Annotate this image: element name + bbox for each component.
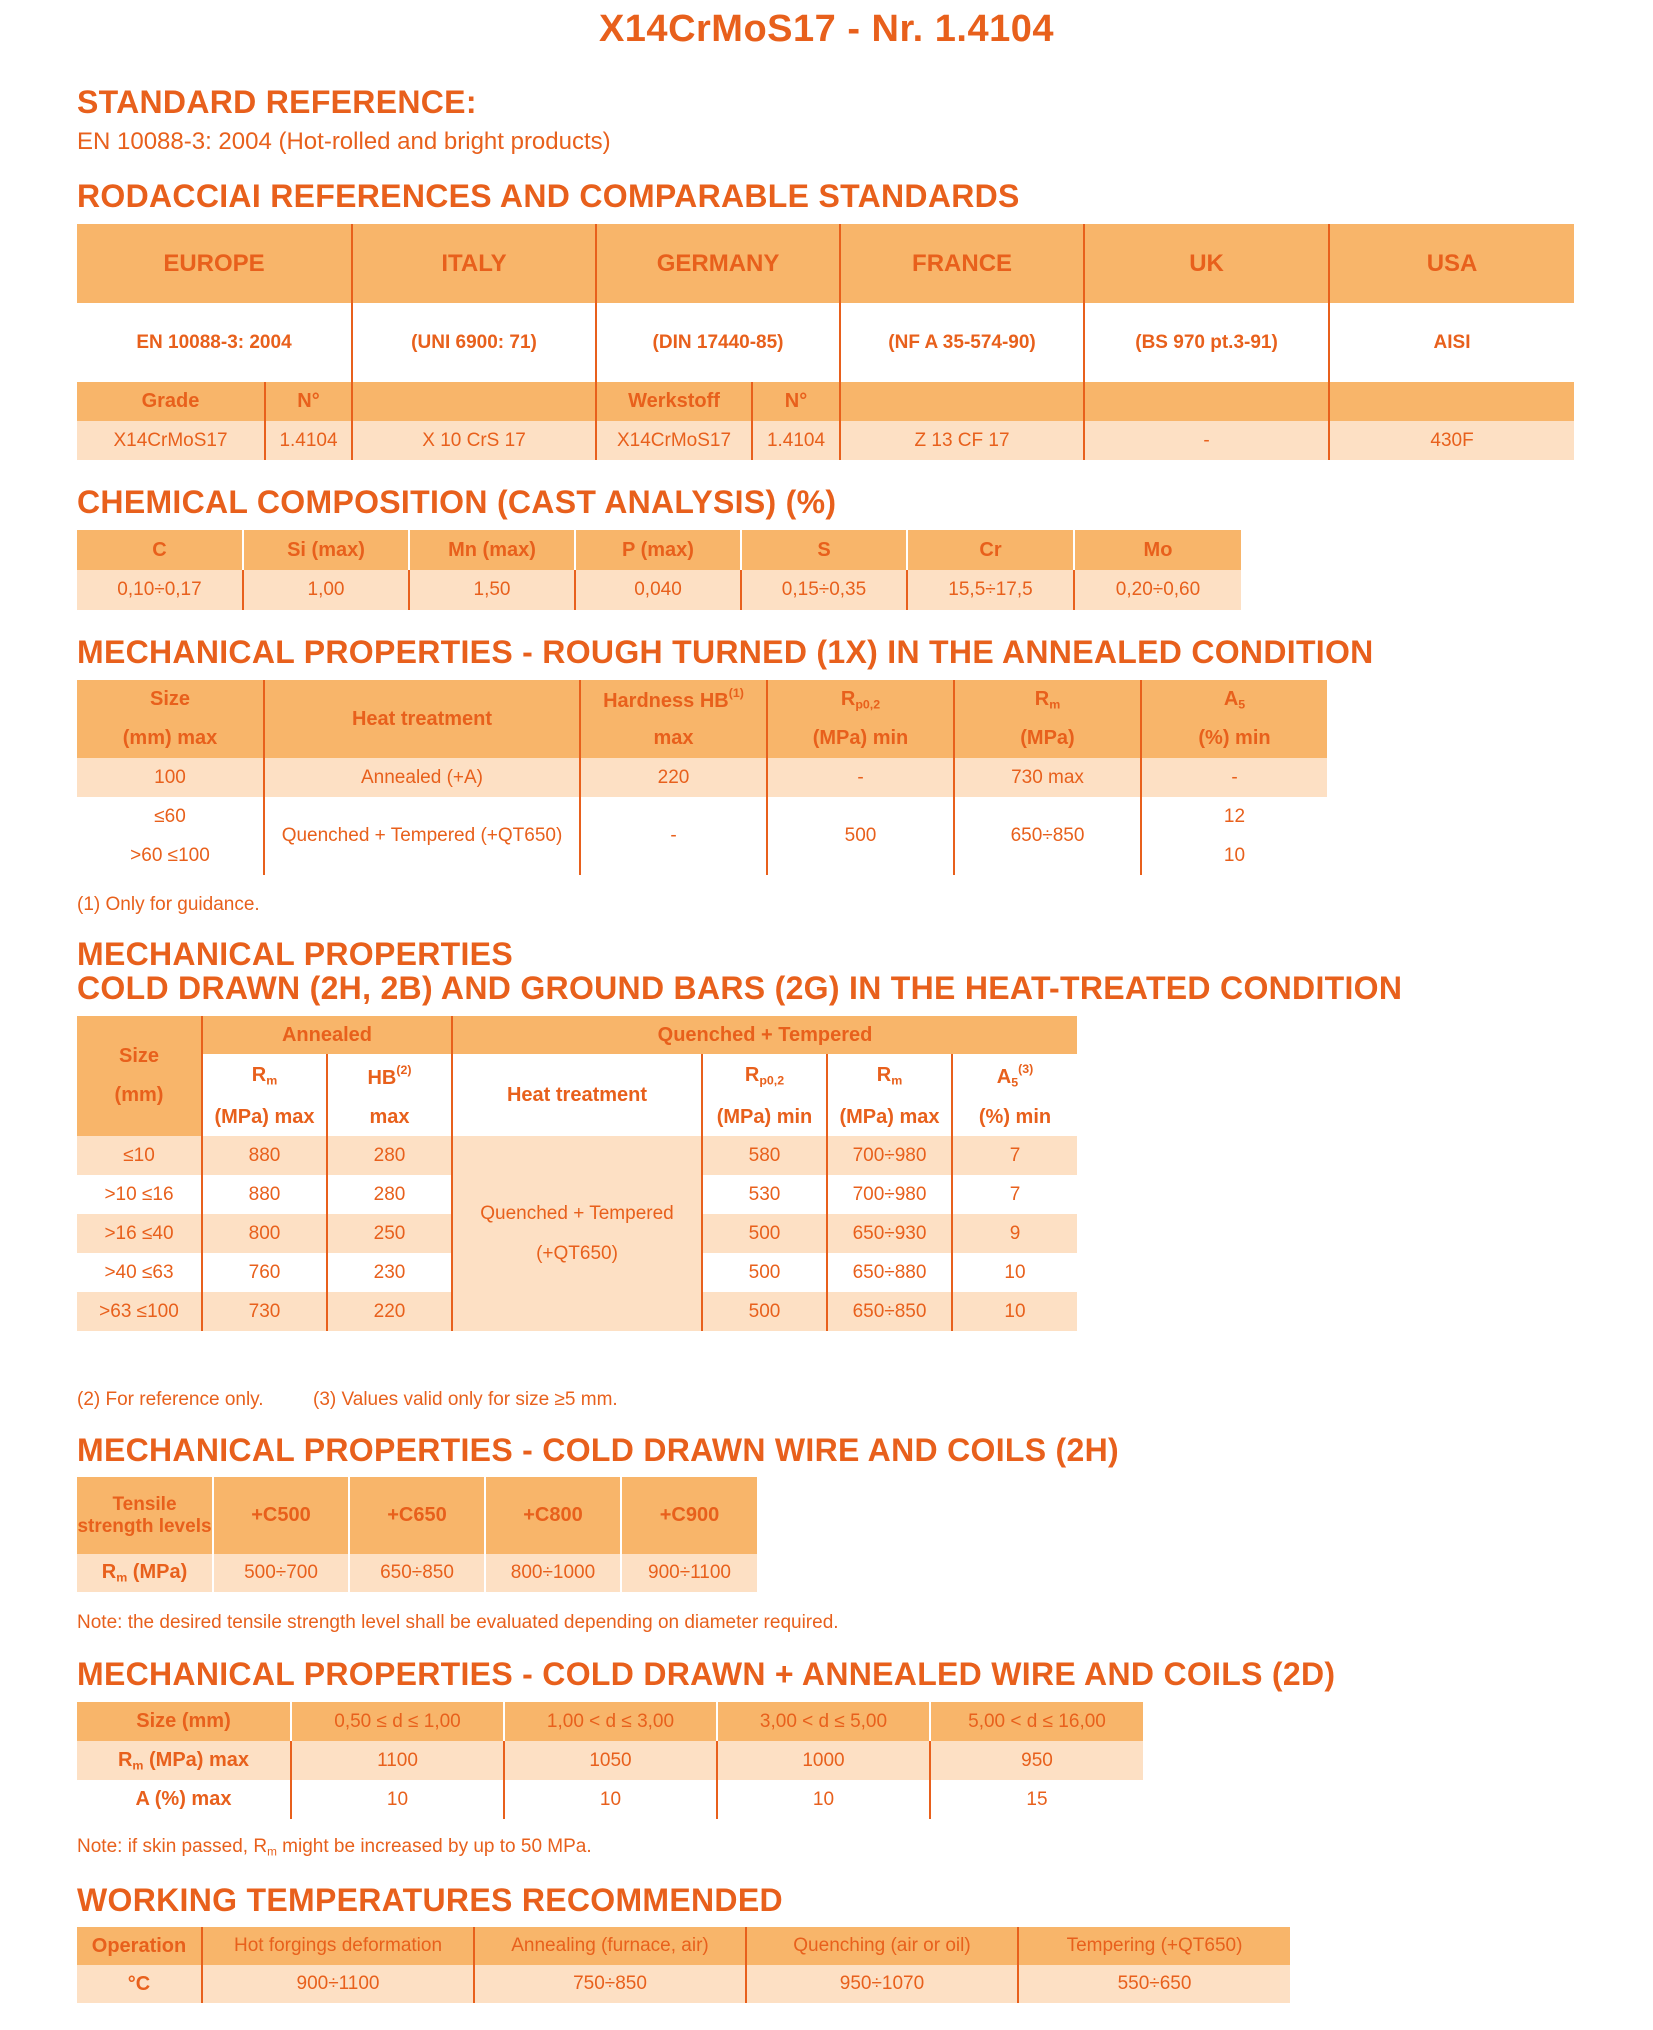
chem-value-si: 1,00 <box>243 570 409 610</box>
mech2-rm-header <box>202 1054 327 1098</box>
mech1-rp-unit: (MPa) min <box>767 719 954 758</box>
mech4-note <box>77 1836 592 1859</box>
mech1-row1-a: - <box>1141 758 1327 797</box>
mech1-row2-rm: 650÷850 <box>954 797 1141 875</box>
temp-tempering: 550÷650 <box>1018 1965 1290 2003</box>
wire2d-rm-subscript: m <box>132 1758 144 1773</box>
mech4-note-start: Note: if skin passed, R <box>77 1836 268 1857</box>
mech2-row1-size: ≤10 <box>123 1144 155 1166</box>
chemical-composition-heading: CHEMICAL COMPOSITION (CAST ANALYSIS) (%) <box>77 484 837 520</box>
uk-grade: - <box>1084 421 1329 460</box>
wire-rm-subscript: m <box>116 1570 128 1585</box>
wire-rm-symbol: R <box>101 1561 117 1584</box>
mech2-row1-rm: 880 <box>202 1136 327 1175</box>
wire2d-rm-symbol: R <box>117 1748 133 1771</box>
mech2-size-header <box>77 1016 202 1136</box>
level-c650: +C650 <box>349 1477 485 1554</box>
wire2d-rm-label <box>77 1741 291 1780</box>
wire2d-a-4: 15 <box>930 1780 1143 1819</box>
mech2-row3-hb: 250 <box>327 1214 452 1253</box>
mech2-size-label: Size <box>118 1045 160 1067</box>
mech1-rm-subscript: m <box>1049 697 1061 712</box>
germany-number: 1.4104 <box>752 421 840 460</box>
chem-header-si: Si (max) <box>243 530 409 570</box>
country-europe: EUROPE <box>163 249 265 277</box>
op-tempering: Tempering (+QT650) <box>1018 1927 1290 1965</box>
temp-hot-forging: 900÷1100 <box>202 1965 474 2003</box>
mech2-hb-unit: max <box>327 1098 452 1136</box>
op-quenching: Quenching (air or oil) <box>746 1927 1018 1965</box>
italy-subheader <box>352 382 596 421</box>
mech2-a-header <box>952 1054 1077 1098</box>
mech2-row3-rm2: 650÷930 <box>827 1214 952 1253</box>
chem-value-mo: 0,20÷0,60 <box>1074 570 1241 610</box>
level-c900: +C900 <box>621 1477 757 1554</box>
mech2-heat-line2: (+QT650) <box>536 1242 618 1264</box>
standard-reference-text: EN 10088-3: 2004 (Hot-rolled and bright products) <box>77 128 611 155</box>
mech2-a-footnote: (3) <box>1018 1062 1034 1077</box>
temp-annealing: 750÷850 <box>474 1965 746 2003</box>
mech2-row2-rm: 880 <box>202 1175 327 1214</box>
chem-header-mo: Mo <box>1074 530 1241 570</box>
wire2d-a-label: A (%) max <box>135 1788 232 1810</box>
country-germany: GERMANY <box>596 224 840 303</box>
werkstoff-header: Werkstoff <box>596 382 752 421</box>
mech2-qt-group: Quenched + Tempered <box>452 1016 1077 1054</box>
mech1-row1-rp: - <box>767 758 954 797</box>
wire-rm-c900: 900÷1100 <box>621 1554 757 1592</box>
wire2d-a-3: 10 <box>717 1780 930 1819</box>
mech2-row5-a: 10 <box>952 1292 1077 1331</box>
mech2-row1-hb: 280 <box>327 1136 452 1175</box>
mech1-hardness-label: Hardness HB <box>603 689 729 712</box>
temp-quenching: 950÷1070 <box>746 1965 1018 2003</box>
mech2-row3-rp: 500 <box>702 1214 827 1253</box>
mech2-rp-label: R <box>744 1064 760 1087</box>
wire2d-rm-1: 1100 <box>291 1741 504 1780</box>
chem-value-cr: 15,5÷17,5 <box>907 570 1074 610</box>
italy-grade: X 10 CrS 17 <box>352 421 596 460</box>
mech1-rm-unit: (MPa) <box>954 719 1141 758</box>
wire2d-a-2: 10 <box>504 1780 717 1819</box>
mech1-hardness-header <box>580 680 767 719</box>
mech2-rp-header <box>702 1054 827 1098</box>
wire2d-rm-2: 1050 <box>504 1741 717 1780</box>
number-header: N° <box>265 382 352 421</box>
mech2-hb-label: HB <box>367 1066 397 1089</box>
mech1-row2-size: ≤60 <box>154 805 186 827</box>
mech3-note: Note: the desired tensile strength level shall be evaluated depending on diameter required. <box>77 1612 839 1633</box>
mech2-heat-line1: Quenched + Tempered <box>480 1202 674 1224</box>
wire-rm-unit: (MPa) <box>127 1561 188 1584</box>
standard-italy: (UNI 6900: 71) <box>352 303 596 382</box>
mech1-row1-rm: 730 max <box>954 758 1141 797</box>
mech4-note-end: might be increased by up to 50 MPa. <box>276 1836 592 1857</box>
mech2-row2-rp: 530 <box>702 1175 827 1214</box>
mech1-row2-rp: 500 <box>767 797 954 875</box>
mech2-row1-rp: 580 <box>702 1136 827 1175</box>
germany-werkstoff: X14CrMoS17 <box>596 421 752 460</box>
mech-cold-drawn-subheading: COLD DRAWN (2H, 2B) AND GROUND BARS (2G) IN THE HEAT-TREATED CONDITION <box>77 970 1403 1006</box>
chem-value-s: 0,15÷0,35 <box>741 570 907 610</box>
mech1-rp-label: R <box>840 687 856 710</box>
standard-uk: (BS 970 pt.3-91) <box>1084 303 1329 382</box>
chem-header-p: P (max) <box>575 530 741 570</box>
mech-wire-2d-table <box>77 1702 1143 1819</box>
mech2-annealed-group: Annealed <box>202 1016 452 1054</box>
usa-grade: 430F <box>1329 421 1574 460</box>
mech-wire-2d-heading: MECHANICAL PROPERTIES - COLD DRAWN + ANNEALED WIRE AND COILS (2D) <box>77 1656 1336 1692</box>
mech-rough-turned-heading: MECHANICAL PROPERTIES - ROUGH TURNED (1X) IN THE ANNEALED CONDITION <box>77 634 1374 670</box>
wire2d-size-1: 0,50 ≤ d ≤ 1,00 <box>291 1702 504 1741</box>
mech-cold-drawn-heading: MECHANICAL PROPERTIES <box>77 936 513 972</box>
wire2d-rm-4: 950 <box>930 1741 1143 1780</box>
mech2-footnote-3: (3) Values valid only for size ≥5 mm. <box>313 1389 618 1410</box>
mech1-row3-a: 10 <box>1141 836 1327 875</box>
mech2-row4-size: >40 ≤63 <box>104 1261 174 1283</box>
mech2-rm2-unit: (MPa) max <box>827 1098 952 1136</box>
mech2-row4-rp: 500 <box>702 1253 827 1292</box>
mech1-a-label: A <box>1223 687 1239 710</box>
mech1-a-subscript: 5 <box>1238 697 1246 712</box>
mech1-row1-heat: Annealed (+A) <box>264 758 580 797</box>
wire2d-size-3: 3,00 < d ≤ 5,00 <box>717 1702 930 1741</box>
mech2-row5-rp: 500 <box>702 1292 827 1331</box>
mech2-row4-hb: 230 <box>327 1253 452 1292</box>
mech2-row4-rm: 760 <box>202 1253 327 1292</box>
mech2-row5-hb: 220 <box>327 1292 452 1331</box>
chem-value-p: 0,040 <box>575 570 741 610</box>
mech2-hb-footnote: (2) <box>396 1062 412 1077</box>
mech1-hardness-unit: max <box>580 719 767 758</box>
mech1-a-header <box>1141 680 1327 719</box>
mech2-rm2-label: R <box>876 1064 892 1087</box>
mech-wire-2h-table <box>77 1477 757 1592</box>
mech2-row1-a: 7 <box>952 1136 1077 1175</box>
standard-france: (NF A 35-574-90) <box>840 303 1084 382</box>
mech1-rp-header <box>767 680 954 719</box>
country-france: FRANCE <box>840 224 1084 303</box>
chem-value-mn: 1,50 <box>409 570 575 610</box>
wire-rm-label <box>77 1554 213 1592</box>
france-subheader <box>840 382 1084 421</box>
wire2d-size-4: 5,00 < d ≤ 16,00 <box>930 1702 1143 1741</box>
standard-germany: (DIN 17440-85) <box>596 303 840 382</box>
mech1-hardness-footnote: (1) <box>728 686 744 701</box>
mech1-row1-size: 100 <box>154 766 186 788</box>
wire2d-rm-unit: (MPa) max <box>143 1748 250 1771</box>
wire2d-size-2: 1,00 < d ≤ 3,00 <box>504 1702 717 1741</box>
level-c500: +C500 <box>213 1477 349 1554</box>
mech4-note-subscript: m <box>267 1845 277 1859</box>
mech2-row5-size: >63 ≤100 <box>99 1300 179 1322</box>
usa-subheader <box>1329 382 1574 421</box>
mech-cold-drawn-table <box>77 1016 1077 1331</box>
mech1-a-unit: (%) min <box>1141 719 1327 758</box>
grade-header: Grade <box>141 390 200 412</box>
mech2-hb-header <box>327 1054 452 1098</box>
mech1-rm-header <box>954 680 1141 719</box>
europe-number: 1.4104 <box>265 421 352 460</box>
country-uk: UK <box>1084 224 1329 303</box>
page-title: X14CrMoS17 - Nr. 1.4104 <box>598 8 1055 50</box>
working-temperatures-table <box>77 1927 1290 2003</box>
mech2-rm-unit: (MPa) max <box>202 1098 327 1136</box>
wire2d-size-label: Size (mm) <box>136 1710 231 1732</box>
mech2-row2-rm2: 700÷980 <box>827 1175 952 1214</box>
chemical-composition-table <box>77 530 1241 610</box>
mech2-rm-label: R <box>251 1064 267 1087</box>
mech2-row2-hb: 280 <box>327 1175 452 1214</box>
mech1-rm-label: R <box>1034 687 1050 710</box>
mech2-rm2-header <box>827 1054 952 1098</box>
mech2-row3-a: 9 <box>952 1214 1077 1253</box>
mech2-rm-subscript: m <box>266 1073 278 1088</box>
mech1-heat-header: Heat treatment <box>264 680 580 758</box>
mech2-rp-unit: (MPa) min <box>702 1098 827 1136</box>
country-italy: ITALY <box>352 224 596 303</box>
mech-wire-2h-heading: MECHANICAL PROPERTIES - COLD DRAWN WIRE AND COILS (2H) <box>77 1432 1119 1468</box>
mech2-row3-size: >16 ≤40 <box>104 1222 174 1244</box>
wire2d-rm-3: 1000 <box>717 1741 930 1780</box>
chem-header-mn: Mn (max) <box>409 530 575 570</box>
mech-rough-turned-table <box>77 680 1327 875</box>
europe-grade: X14CrMoS17 <box>113 429 228 451</box>
mech1-rp-subscript: p0,2 <box>855 697 881 712</box>
mech2-heat-header: Heat treatment <box>452 1054 702 1136</box>
mech2-heat-treatment <box>452 1136 702 1331</box>
mech2-row3-rm: 800 <box>202 1214 327 1253</box>
comparable-standards-heading: RODACCIAI REFERENCES AND COMPARABLE STANDARDS <box>77 178 1020 214</box>
op-hot-forging: Hot forgings deformation <box>202 1927 474 1965</box>
op-annealing: Annealing (furnace, air) <box>474 1927 746 1965</box>
mech1-footnote: (1) Only for guidance. <box>77 894 260 915</box>
tensile-levels-label: Tensile strength levels <box>77 1493 212 1537</box>
level-c800: +C800 <box>485 1477 621 1554</box>
mech2-a-unit: (%) min <box>952 1098 1077 1136</box>
chem-header-s: S <box>741 530 907 570</box>
wire-rm-c650: 650÷850 <box>349 1554 485 1592</box>
mech1-row2-a: 12 <box>1141 797 1327 836</box>
standard-reference-heading: STANDARD REFERENCE: <box>77 84 477 120</box>
mech2-row4-rm2: 650÷880 <box>827 1253 952 1292</box>
mech1-size-unit: (mm) max <box>122 727 218 749</box>
mech2-footnote-2: (2) For reference only. <box>77 1389 264 1410</box>
wire-rm-c800: 800÷1000 <box>485 1554 621 1592</box>
mech1-row2-hb: - <box>580 797 767 875</box>
mech2-row5-rm2: 650÷850 <box>827 1292 952 1331</box>
uk-subheader <box>1084 382 1329 421</box>
celsius-label: °C <box>127 1972 151 1995</box>
mech2-a-subscript: 5 <box>1011 1075 1019 1090</box>
chem-header-cr: Cr <box>907 530 1074 570</box>
country-usa: USA <box>1329 224 1574 303</box>
mech2-row5-rm: 730 <box>202 1292 327 1331</box>
chem-header-c: C <box>152 538 167 561</box>
operation-label: Operation <box>91 1934 187 1957</box>
mech1-row2-heat: Quenched + Tempered (+QT650) <box>264 797 580 875</box>
mech2-rp-subscript: p0,2 <box>759 1073 785 1088</box>
mech2-row1-rm2: 700÷980 <box>827 1136 952 1175</box>
standard-europe: EN 10088-3: 2004 <box>136 331 292 353</box>
mech1-row1-hb: 220 <box>580 758 767 797</box>
werkstoff-number-header: N° <box>752 382 840 421</box>
mech2-row4-a: 10 <box>952 1253 1077 1292</box>
mech1-size-header: Size <box>149 688 191 710</box>
chem-value-c: 0,10÷0,17 <box>117 579 202 600</box>
mech2-rm2-subscript: m <box>891 1073 903 1088</box>
france-grade: Z 13 CF 17 <box>840 421 1084 460</box>
wire-rm-c500: 500÷700 <box>213 1554 349 1592</box>
working-temperatures-heading: WORKING TEMPERATURES RECOMMENDED <box>77 1882 783 1918</box>
mech2-size-unit: (mm) <box>114 1084 164 1106</box>
mech1-row3-size: >60 ≤100 <box>130 844 210 866</box>
standard-usa: AISI <box>1329 303 1574 382</box>
comparable-standards-table <box>77 224 1574 460</box>
mech2-row2-a: 7 <box>952 1175 1077 1214</box>
mech2-row2-size: >10 ≤16 <box>104 1183 174 1205</box>
mech2-a-label: A <box>996 1066 1012 1089</box>
wire2d-a-1: 10 <box>291 1780 504 1819</box>
